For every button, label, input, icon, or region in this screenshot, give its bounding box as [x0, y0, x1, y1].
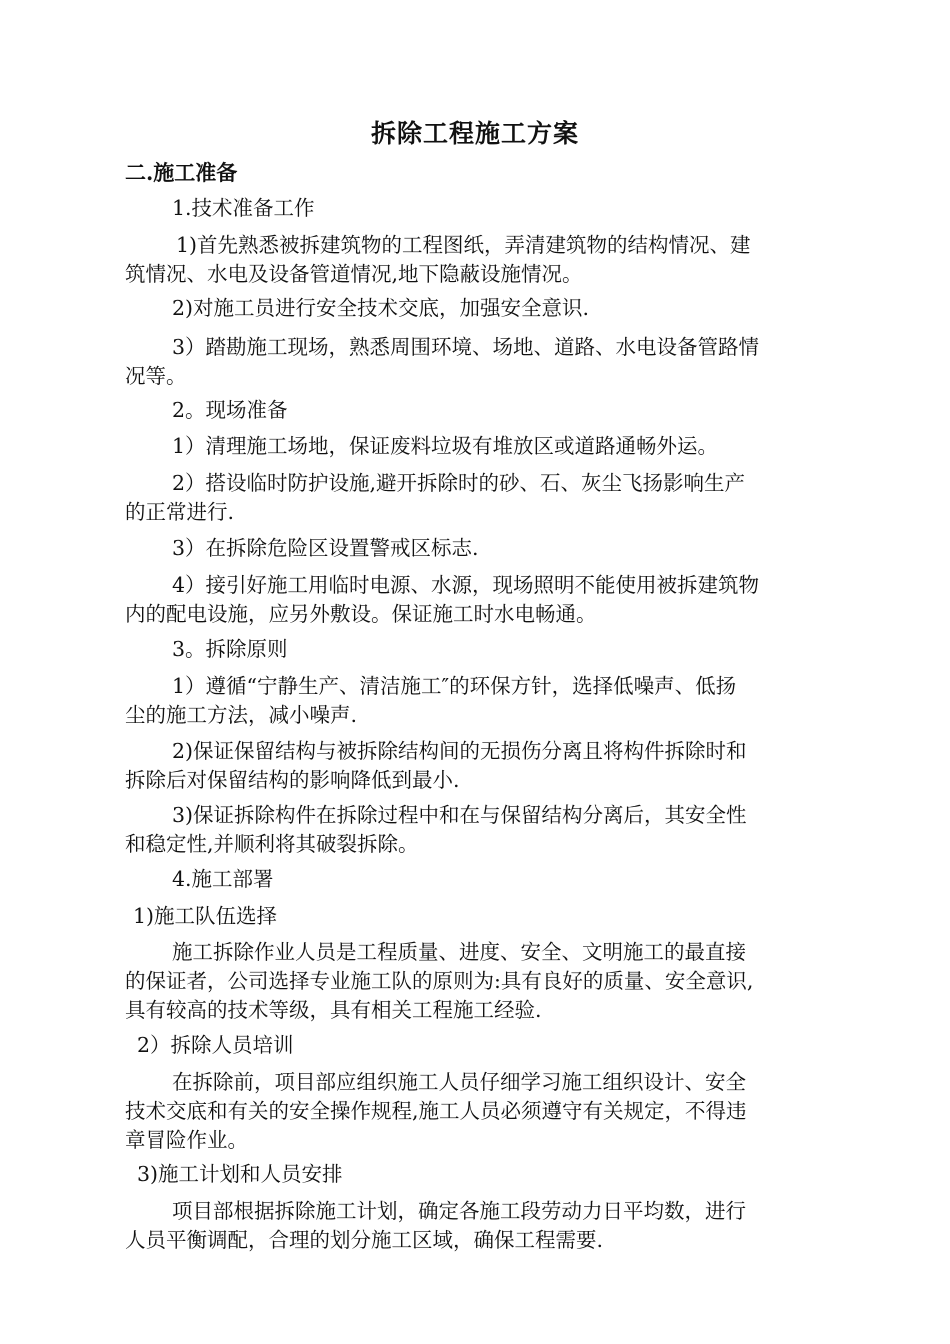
- paragraph-line: 筑情况、水电及设备管道情况,地下隐蔽设施情况。: [125, 262, 583, 286]
- paragraph-line: 项目部根据拆除施工计划，确定各施工段劳动力日平均数，进行: [172, 1199, 746, 1223]
- paragraph-line: 和稳定性,并顺利将其破裂拆除。: [125, 832, 419, 856]
- subsection-heading: 3)施工计划和人员安排: [137, 1162, 343, 1186]
- subsection-heading: 4.施工部署: [172, 867, 274, 891]
- paragraph-line: 尘的施工方法，减小噪声.: [125, 703, 358, 727]
- paragraph-line: 内的配电设施，应另外敷设。保证施工时水电畅通。: [125, 602, 597, 626]
- paragraph-line: 在拆除前，项目部应组织施工人员仔细学习施工组织设计、安全: [172, 1070, 746, 1094]
- paragraph-line: 3)保证拆除构件在拆除过程中和在与保留结构分离后，其安全性: [172, 803, 747, 827]
- subsection-heading: 1)施工队伍选择: [133, 904, 278, 928]
- paragraph-line: 2)对施工员进行安全技术交底，加强安全意识.: [172, 296, 590, 320]
- paragraph-line: 1）遵循“宁静生产、清洁施工″的环保方针，选择低噪声、低扬: [172, 674, 737, 698]
- paragraph-line: 的保证者，公司选择专业施工队的原则为:具有良好的质量、安全意识,: [125, 969, 754, 993]
- paragraph-line: 4）接引好施工用临时电源、水源，现场照明不能使用被拆建筑物: [172, 573, 760, 597]
- subsection-heading: 2）拆除人员培训: [137, 1033, 294, 1057]
- paragraph-line: 施工拆除作业人员是工程质量、进度、安全、文明施工的最直接: [172, 940, 746, 964]
- document-title: 拆除工程施工方案: [370, 119, 579, 148]
- paragraph-line: 3）踏勘施工现场，熟悉周围环境、场地、道路、水电设备管路情: [172, 335, 760, 359]
- paragraph-line: 况等。: [125, 364, 187, 388]
- paragraph-line: 具有较高的技术等级，具有相关工程施工经验.: [125, 998, 542, 1022]
- paragraph-line: 1)首先熟悉被拆建筑物的工程图纸，弄清建筑物的结构情况、建: [176, 233, 751, 257]
- paragraph-line: 3）在拆除危险区设置警戒区标志.: [172, 536, 479, 560]
- paragraph-line: 人员平衡调配，合理的划分施工区域，确保工程需要.: [125, 1228, 604, 1252]
- paragraph-line: 1）清理施工场地，保证废料垃圾有堆放区或道路通畅外运。: [172, 434, 719, 458]
- subsection-heading: 3。拆除原则: [172, 637, 288, 661]
- section-heading: 二.施工准备: [125, 160, 238, 185]
- subsection-heading: 1.技术准备工作: [172, 196, 315, 220]
- paragraph-line: 拆除后对保留结构的影响降低到最小.: [125, 768, 460, 792]
- paragraph-line: 2)保证保留结构与被拆除结构间的无损伤分离且将构件拆除时和: [172, 739, 747, 763]
- paragraph-line: 技术交底和有关的安全操作规程,施工人员必须遵守有关规定，不得违: [125, 1099, 747, 1123]
- paragraph-line: 2）搭设临时防护设施,避开拆除时的砂、石、灰尘飞扬影响生产: [172, 471, 746, 495]
- paragraph-line: 的正常进行.: [125, 500, 235, 524]
- subsection-heading: 2。现场准备: [172, 398, 288, 422]
- paragraph-line: 章冒险作业。: [125, 1128, 248, 1152]
